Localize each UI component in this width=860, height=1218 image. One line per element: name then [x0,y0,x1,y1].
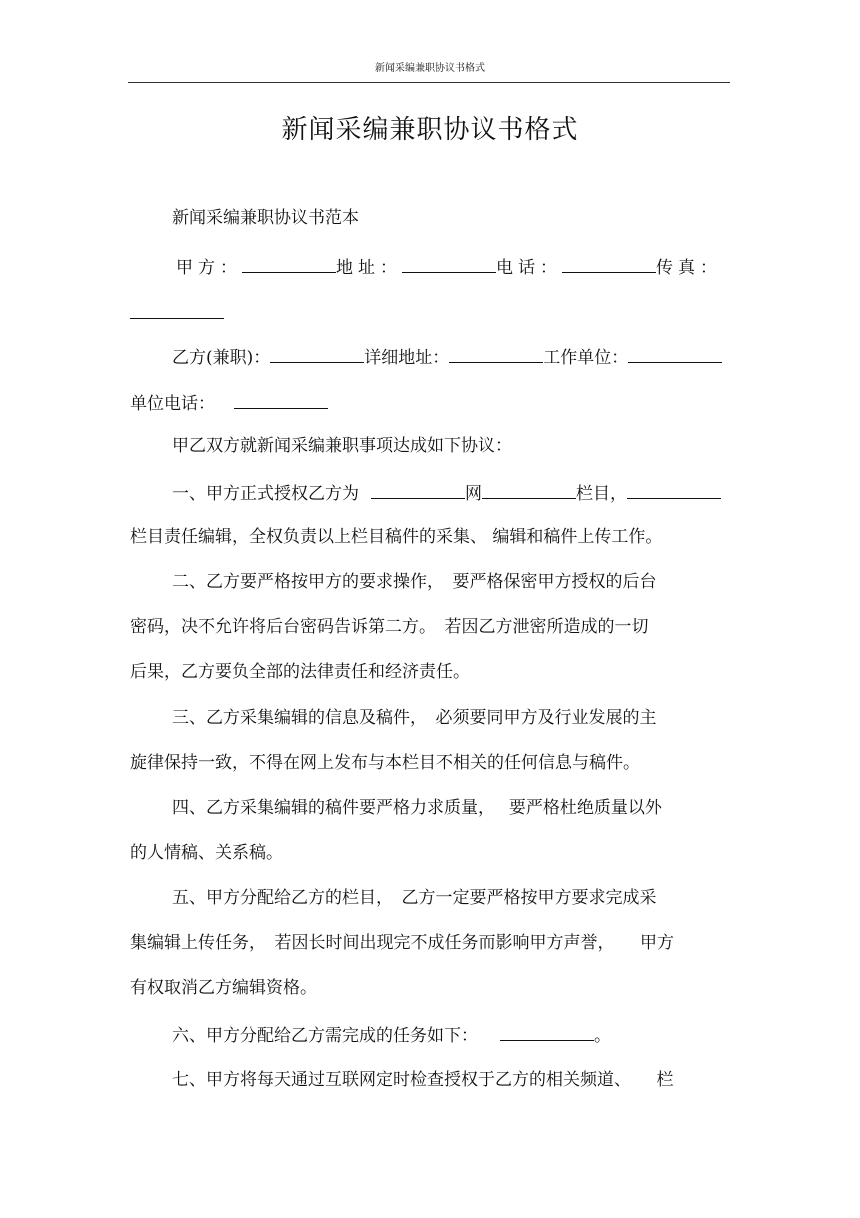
clause-6-task-blank[interactable] [500,1022,594,1041]
party-a-address-label: 地址： [336,258,402,278]
clause-6-end: 。 [594,1026,611,1046]
clause-4-line-1: 四、乙方采集编辑的稿件要严格力求质量， 要严格杜绝质量以外 [172,798,662,818]
clause-1-column-blank[interactable] [482,480,576,499]
party-a-phone-label: 电话： [496,258,562,278]
running-header: 新闻采编兼职协议书格式 [375,63,485,74]
party-b-unit-phone-label: 单位电话： [130,394,215,414]
clause-1-editor-blank[interactable] [627,480,721,499]
clause-2-line-1: 二、乙方要严格按甲方的要求操作， 要严格保密甲方授权的后台 [172,572,657,592]
party-b-address-blank[interactable] [449,344,543,363]
party-a-fax-blank[interactable] [130,300,224,319]
party-a-fax-line [130,300,224,326]
party-b-address-label: 详细地址： [364,348,450,368]
party-a-phone-blank[interactable] [562,254,656,273]
party-a-line [176,254,722,280]
clause-1-line-2: 栏目责任编辑，全权负责以上栏目稿件的采集、 编辑和稿件上传工作。 [130,527,663,547]
clause-1-part-2: 网 [465,484,482,504]
document-subtitle: 新闻采编兼职协议书范本 [172,208,359,228]
party-a-address-blank[interactable] [402,254,496,273]
party-b-blank[interactable] [270,344,364,363]
party-a-label: 甲方： [176,258,242,278]
party-a-blank[interactable] [242,254,336,273]
header-rule [128,82,730,83]
clause-1-line-1 [172,480,721,506]
clause-6-line [172,1022,611,1048]
party-b-unit-phone-line [130,390,328,416]
clause-5-line-1: 五、甲方分配给乙方的栏目， 乙方一定要严格按甲方要求完成采 [172,888,657,908]
clause-1-site-blank[interactable] [371,480,465,499]
party-b-work-unit-label: 工作单位： [543,348,629,368]
clause-1-part-1: 一、甲方正式授权乙方为 [172,484,359,504]
party-b-work-unit-blank[interactable] [628,344,722,363]
clause-6-text: 六、甲方分配给乙方需完成的任务如下： [172,1026,478,1046]
clause-5-line-2: 集编辑上传任务， 若因长时间出现完不成任务而影响甲方声誉， 甲方 [130,933,674,953]
party-b-label: 乙方(兼职)： [172,348,271,368]
clause-2-line-2: 密码，决不允许将后台密码告诉第二方。 若因乙方泄密所造成的一切 [130,617,649,637]
clause-1-part-3: 栏目， [576,484,627,504]
clause-4-line-2: 的人情稿、关系稿。 [130,843,283,863]
party-b-line [172,344,722,370]
clause-7-line-1: 七、甲方将每天通过互联网定时检查授权于乙方的相关频道、 栏 [172,1070,674,1090]
clause-2-line-3: 后果，乙方要负全部的法律责任和经济责任。 [130,662,470,682]
clause-3-line-1: 三、乙方采集编辑的信息及稿件， 必须要同甲方及行业发展的主 [172,708,657,728]
document-title: 新闻采编兼职协议书格式 [281,115,579,145]
agreement-intro: 甲乙双方就新闻采编兼职事项达成如下协议： [172,436,512,456]
party-b-unit-phone-blank[interactable] [234,390,328,409]
clause-3-line-2: 旋律保持一致，不得在网上发布与本栏目不相关的任何信息与稿件。 [130,753,640,773]
party-a-fax-label: 传真： [656,258,722,278]
clause-5-line-3: 有权取消乙方编辑资格。 [130,978,317,998]
